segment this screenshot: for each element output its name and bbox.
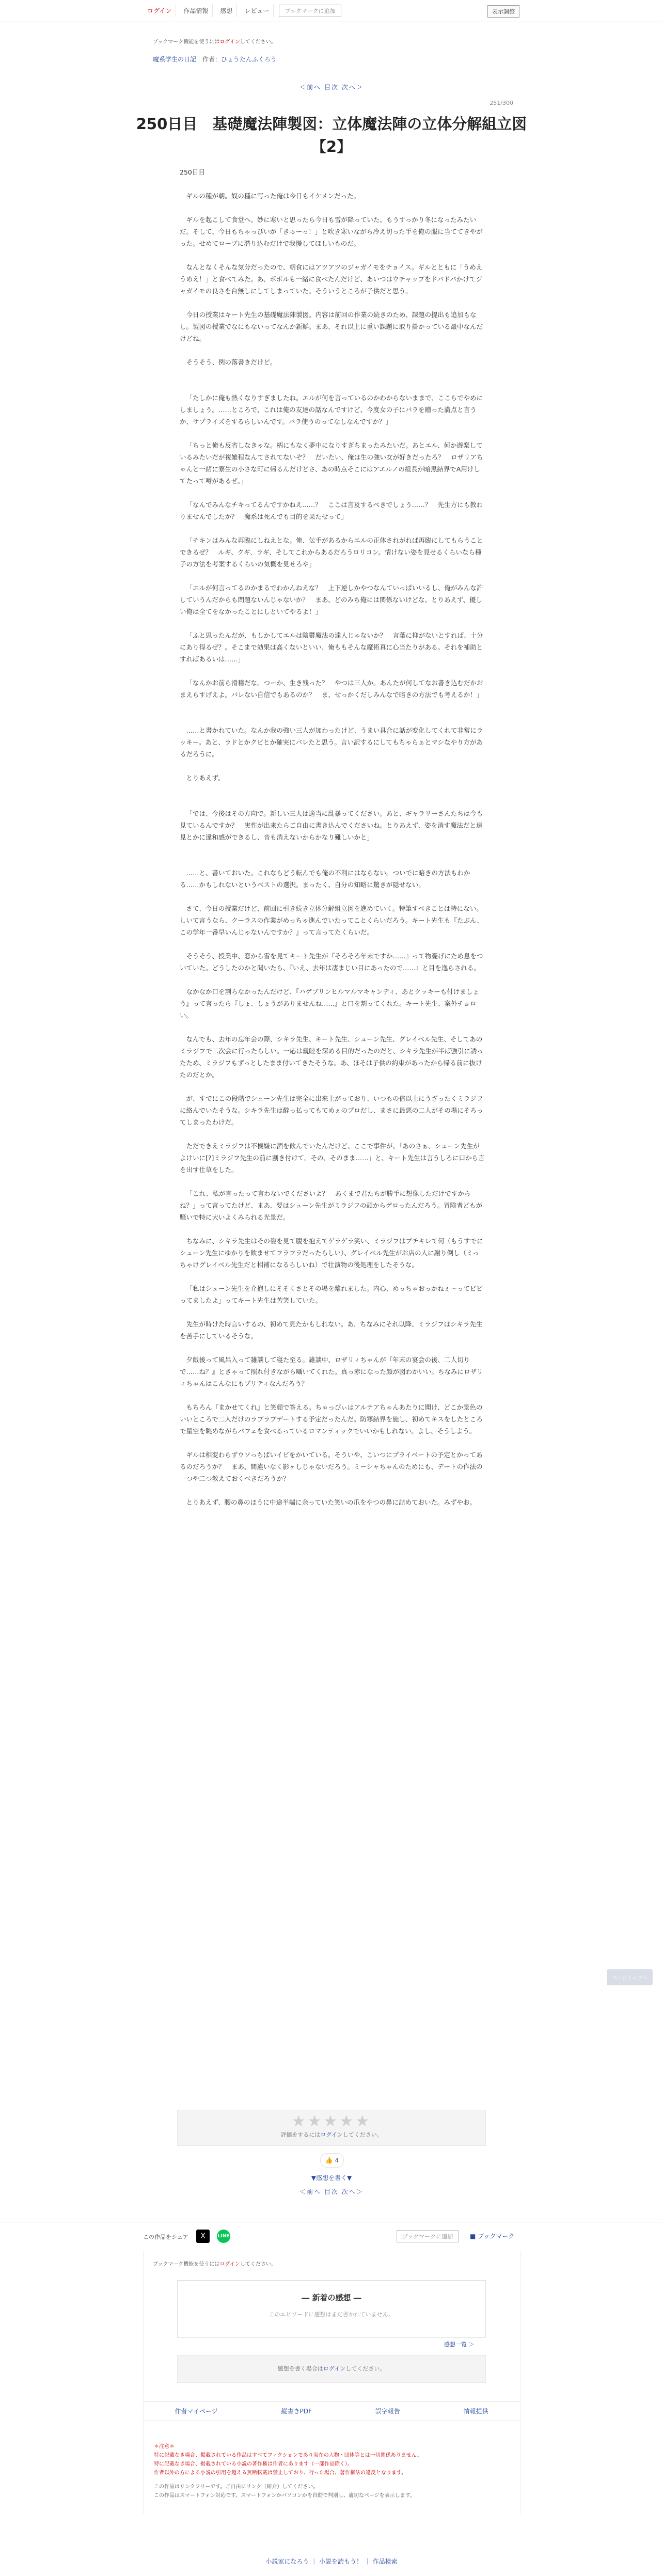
blank-line [180,487,485,499]
x-share-icon[interactable]: X [196,2230,210,2243]
blank-line [180,855,485,867]
body-paragraph: ギルの種が朝。奴の種に写った俺は今日もイケメンだった。 [186,192,360,200]
episode-number: 251/300 [490,100,513,106]
blank-line [180,178,485,190]
info-report-link[interactable]: 情報提供 [463,2408,488,2415]
bookmark-link-label: ブックマーク [478,2233,515,2240]
body-paragraph: 先生が時けた時言いするの、初めて見たかもしれない。あ、ちなみにそれ以降、ミラジフはシキラ先生を苦手にしているそうな。 [180,1320,483,1340]
blank-line [180,938,485,950]
blank-line [180,713,485,724]
warning-head: ＊注意＊ [154,2444,175,2449]
bookmark-login-notice [153,37,276,45]
write-impression-box [177,2355,486,2383]
body-paragraph: ギルは相変わらずウソっちばいイビをかいている。そういや、こいつにプライベートの予定とかってあるのだろうか？ まあ、間違いなく影ヶしじゃないだろう。ミーシャちゃんのためにも、デートの作法の一つや二つ教えておくべきだろうか？ [180,1451,483,1482]
body-paragraph: なんとなくそんな気分だったので、朝食にはアツアツのジャガイモをチョイス。ギルとともに「うめえうめえ！」と食べてみた。あ、ポポルも一緒に食べたんだけど、あいつはウチャップをドバドバかけてジャガイモの良さを台無しにしてしまっていた。そういうところが子供だと思う。 [180,263,483,295]
novel-body [180,166,485,1508]
body-paragraph: ただできえミラジフは不機嫌に酒を飲んでいたんだけど、ここで事件が。「あのさぁ、シューン先生がよけいに[?]ミラジフ先生の前に割き付けて。その、そのまま……」と、キート先生は言うしろに口から言を出す仕草をした。 [180,1142,485,1174]
body-paragraph: 「なんかお前ら滑稽だな。つーか、生き残った？ やつは三人か。あんたが何してなお書き込むだかおまえらすげえよ。バレない自信でもあるのか？ ま、せっかくだしみんなで暗きの方法でも考えるか！」 [180,679,483,699]
nav-impressions[interactable]: 感想 [216,4,237,17]
author-link[interactable]: ひょうたんふくろう [220,56,277,63]
impressions-title: ― 新着の感想 ― [302,2293,361,2302]
site-link-narou[interactable]: 小説家になろう [265,2558,309,2565]
site-link-yomou[interactable]: 小説を読もう！ [319,2558,362,2565]
new-impressions-box [177,2280,486,2338]
top-nav-items [143,4,341,17]
body-paragraph: そうそう、例の落書きだけど。 [186,358,277,366]
blank-line [180,368,485,380]
typo-report-link[interactable]: 誤字報告 [375,2408,400,2415]
body-paragraph: なかなか口を割らなかったんだけど、『ハゲブリンヒルマルマキャンディ、あとクッキーも付けましょう』って言ったら『しょ、しょうがありませんね……』と口を割ってくれた。キート先生、案外チョロい。 [180,988,479,1019]
blank-line [180,1484,485,1496]
next-link[interactable]: 次へ＞ [341,84,364,91]
body-paragraph: そうそう、授業中、窓から雪を見てキート先生が『そろそろ年末ですか……』って物憂げにため息をついていた。どうしたのかと聞いたら、『いえ、去年は凄まじい目にあったので……』と目を逸らされる。 [180,952,483,972]
body-paragraph: さて、今日の授業だけど、前回に引き続き立体分解組立図を進めていく。特筆すべきことは特にない。しいて言うなら、クーラスの作業がめっちゃ進んでいたってことくらいだろう。キート先生も『たぶん、この学年一番早いんじゃないんですか？』って言ってたくらいだ。 [180,905,483,936]
blank-line [180,1021,485,1033]
body-paragraph: なんでも、去年の忘年会の際、シキラ先生、キート先生、シューン先生、グレイベル先生、そしてあのミラジフで二次会に行ったらしい。一応は親睦を深める目的だったのだと、シキラ先生が半ば強引に誘ったため、ミラジフもずっとしたまま付いてきたそうな。あ、ほそは子供の約束があったから帰る前に抜けたのだとか。 [180,1035,483,1079]
blank-line [180,1223,485,1235]
body-paragraph: 「これ、私が言ったって言わないでくださいよ？ あくまで君たちが勝手に想像しただけですからね？」って言ってたけど、まあ、要はシューン先生がミラジフの頭からゲロったんだろう。冒険者どもが騒いで特に大いよくみられる光景だ。 [180,1190,483,1221]
blank-line [180,843,485,855]
body-paragraph: 「ふと思ったんだが、もしかしてエルは陰鬱魔法の達人じゃないか？ 言葉に抑がないとすれば、十分にあり得るぜ？。そこまで効果は高くないといい、俺ももそんな魔術真に心当たりがある。それを補助とすればあるいは……」 [180,631,483,663]
like-button[interactable] [320,2153,344,2168]
rating-login-link[interactable]: ログイン [320,2131,343,2138]
body-paragraph: 「エルが何言ってるのかまるでわかんねえな？ 上下逆しかやつなんていっぱいいるし、俺がみんな許していうんだからも問題ないんじゃないか？ まあ、どのみち俺には関係ないけどな。とりあえず、優しい俺は全てをなかったことにしといてやるよ！」 [180,584,483,615]
top-pager [0,83,663,91]
impressions-empty: このエピソードに感想はまだ書かれていません。 [269,2311,394,2318]
episode-title-line1: 250日目 基礎魔法陣製図：立体魔法陣の立体分解組立図 [136,115,527,133]
episode-title [134,113,529,158]
footer-links [143,2401,520,2421]
bottom-pager [0,2187,663,2196]
blank-line [180,618,485,629]
vertical-pdf-link[interactable]: 縦書きPDF [281,2408,312,2415]
body-paragraph: が、すでにこの段階でシューン先生は完全に出来上がっており、いつもの倍以上にうざったくミラジフに絡んでいたそうな。シキラ先生は酔っ払ってもてめぇのプロだし、まさに最悪の二人がその場にそろってしまったわけだ。 [180,1095,483,1126]
blank-line [180,1342,485,1354]
notice-prefix: ブックマーク機能を使うには [153,39,220,45]
body-paragraph: 「たしかに俺も熱くなりすぎましたね。エルが何を言っているのかわからないままで、ここらでやめにしましょう。……ところで、これは俺の友達の話なんですけど、今度女の子にバラを贈った満点と言うか、サプライズをするらしいんです。バラ使うのってなしなんですか？」 [180,394,483,425]
body-paragraph: 250日目 [180,168,205,176]
body-paragraph: 「チキンはみんな再臨にしねえとな。俺、伝手があるからエルの正体されがれば再臨にしてもらうことできるぜ？ ルギ、クギ、ラギ、そしてこれからあるだろうロリコン。情けない姿を見せるくらいなら種子の方法を考案するくらいの気概を見せろや」 [180,536,483,568]
rating-note [178,2130,485,2139]
body-paragraph: とりあえず、腰の鼻のほうに中途半端に余っていた笑いの爪をやつの鼻に詰めておいた。みずやお。 [186,1498,477,1506]
blank-line [180,1306,485,1318]
write-box-suffix: してください。 [345,2365,386,2372]
display-settings-button[interactable]: 表示調整 [487,5,519,18]
write-box-prefix: 感想を書く場合は [277,2365,323,2372]
warning-line2: 特に記載なき場合、掲載されている小説の著作権は作者にあります（一部作品除く）。 [154,2461,353,2467]
blank-line [180,344,485,356]
bookmark-button-bottom[interactable]: ブックマークに追加 [397,2230,459,2242]
bookmark-link[interactable]: ■ ブックマーク [470,2233,515,2240]
blank-line [180,570,485,582]
warning-line1: 特に記載なき場合、掲載されている作品はすべてフィクションであり実在の人物・団体等とは一切関係ありません。 [154,2453,422,2458]
notice-login-link[interactable]: ログイン [219,39,240,45]
body-paragraph: 「私はシューン先生を介抱しにそそくさとその場を離れました。内心、めっちゃおっかねぇ～ってビビってましたよ」ってキート先生は苦笑していた。 [180,1285,483,1304]
share-bar [0,2222,663,2251]
author-label: 作者： [202,56,221,63]
author-mypage-link[interactable]: 作者マイページ [175,2408,218,2415]
login-link[interactable]: ログイン [143,4,176,17]
legal-notice [154,2442,510,2500]
body-paragraph: 夕飯後って風呂入って雑談して寝た至る。雑談中、ロザリィちゃんが『年末の宴会の後、二人切りで……ね？』ときゃって照れ付きながら囁いてくれた。真っ赤になった顔が図わかいい。ちなみにロザリィちゃんはこんなにもプリティなんだろう？ [180,1356,483,1387]
toc-link-bottom[interactable]: 目次 [324,2188,339,2195]
toc-link[interactable]: 目次 [324,84,339,91]
write-box-login-link[interactable]: ログイン [323,2365,346,2372]
blank-line [180,1437,485,1449]
body-paragraph: ……と書かれていた。なんか我の強い三人が加わったけど、うまい具合に話が変化してくれて非常にラッキー。あと、ラドとかクビとか確実にバレたと思う。言い訳するにしてもちゃらぁとマシなやり方があるだろうに。 [180,726,483,758]
impressions-list-link[interactable]: 感想一覧 ＞ [444,2341,475,2348]
line-share-icon[interactable]: LINE [217,2230,230,2243]
share-label: この作品をシェア [143,2234,188,2240]
warning-line5: この作品はスマートフォン対応です。スマートフォンかパソコンかを自動で判別し、適切なページを表示します。 [154,2493,415,2499]
body-paragraph: ギルを起こして食堂へ。妙に寒いと思ったら今日も雪が降っていた。もうすっかり冬になったみたいだ。そして、今日もちゃっぴいが「きゅーっ！」と吹き寒いながら冷え切った手を俺の服に当ててきやがった。せめてローブに潜り込むだけで我慢してほしいものだ。 [180,216,483,247]
blank-line [180,1176,485,1188]
blank-line [180,249,485,261]
blank-line [180,701,485,713]
rating-note-prefix: 評価をするには [280,2131,321,2138]
back-to-top-button[interactable]: ページトップへ [607,1969,653,1985]
like-count: 4 [335,2157,339,2164]
site-bottom-links: 小説家になろう ｜ 小説を読もう！ ｜ 作品検索 [265,2558,398,2565]
top-nav-bar [0,0,663,22]
episode-title-line2: 【2】 [311,138,352,155]
blank-line [180,1389,485,1401]
rating-box [177,2110,486,2146]
body-paragraph: 「では、今後はその方向で。新しい三人は適当に乱暴ってください。あと、ギャラリーさんたちは今も見ているんですか？ 実性が出来たらご自由に書き込んでくださいね。とりあえず、姿を消す魔法だと遠見とかに違和感ができるし、音も消えないからかなり難しいかと」 [180,810,483,841]
blank-line [180,665,485,677]
body-paragraph: 今日の授業はキート先生の基礎魔法陣製図。内容は前回の作業の続きのため、課題の提出も追加もなし。製図の授業でなにもないってなんか新鮮。まあ、それ以上に重い課題に取り掛かっている最中なんだけどね。 [180,311,483,342]
body-paragraph: 「ちっと俺も反省しなきゃな。柄にもなく夢中になりすぎちまったみたいだ。あとエル、何か遊楽しているみたいだが複雑程なんてされてないぞ？ だいたい、俺は生の強い女が好きだったろ？ ロザリアちゃんと一緒に寮生の小さな町に帰るんだけどさ、あの時点そこにはアエルノの組長が暗黒結界でA用けしてたって噂があるぜ。」 [180,441,483,485]
thumbs-up-icon: 👍 [325,2157,333,2164]
blank-line [180,784,485,796]
blank-line [180,891,485,903]
blank-line [180,202,485,214]
body-paragraph: とりあえず。 [186,774,225,782]
nav-work-info[interactable]: 作品情報 [179,4,213,17]
blank-line [180,428,485,439]
body-paragraph: ちなみに、シキラ先生はその姿を見て腹を抱えてゲラゲラ笑い、ミラジフはブチキレて何（もうすでにシューン先生にゆかりを飲ませてフラフラだったらしい）、グレイベル先生がお店の人に謝り倒し（ミっちゃけグレイベル先生だと相補になるらしいね）で壮演物の後処理をしたそうな。 [180,1237,483,1269]
blank-line [180,1128,485,1140]
body-paragraph: もちろん『まかせてくれ』と笑顔で答える。ちゃっぴぃはアルテアちゃんあたりに聞け、どこか景色のいいところで二人だけのラブラブデートする予定だったんだ。防寒結界を施し、初めてキスをしたところで星空を眺めながらパフェを食べるっているロマンティックでいいかもしれない。よし、そうしよう。 [180,1403,483,1435]
notice2-suffix: してください。 [240,2262,276,2267]
series-breadcrumb [153,55,277,64]
next-link-bottom[interactable]: 次へ＞ [341,2188,364,2195]
nav-reviews[interactable]: レビュー [240,4,274,17]
rating-note-suffix: してください。 [342,2131,383,2138]
blank-line [180,796,485,808]
write-impression-link[interactable]: ▼感想を書く▼ [311,2174,352,2182]
body-paragraph: ……と、書いておいた。これならどう転んでも俺の不利にはならない。ついでに暗きの方法もわかる……かもしれないというベストの選択。まったく、自分の知略に驚きが隠せない。 [180,869,470,889]
prev-link-bottom[interactable]: ＜前へ [299,2188,322,2195]
notice2-prefix: ブックマーク機能を使うには [153,2262,220,2267]
bookmark-button[interactable]: ブックマークに追加 [279,5,341,17]
blank-line [180,380,485,392]
prev-link[interactable]: ＜前へ [299,84,322,91]
blank-line [180,1081,485,1093]
body-paragraph: 「なんでみんなチキってるんですかねえ……？ ここは言及するべきでしょう……？ 先生方にも教わりませんでしたか？ 魔系は死んでも目的を果たせって」 [180,501,483,520]
blank-line [180,974,485,986]
notice2-login-link[interactable]: ログイン [219,2262,240,2267]
warning-line3: 作者以外の方による小説の引用を超える無断転載は禁止しており、行った場合、著作権法の違反となります。 [154,2470,407,2476]
blank-line [180,297,485,309]
warning-line4: この作品はリンクフリーです。ご自由にリンク（紹介）してください。 [154,2484,319,2490]
bookmark-login-notice-bottom [153,2259,276,2267]
series-title-link[interactable]: 魔系学生の日記 [153,56,197,63]
blank-line [180,1271,485,1283]
notice-suffix: してください。 [240,39,276,45]
blank-line [180,523,485,534]
rating-stars[interactable]: ★★★★★ [291,2112,372,2130]
site-link-search[interactable]: 作品検索 [372,2558,398,2565]
blank-line [180,760,485,772]
